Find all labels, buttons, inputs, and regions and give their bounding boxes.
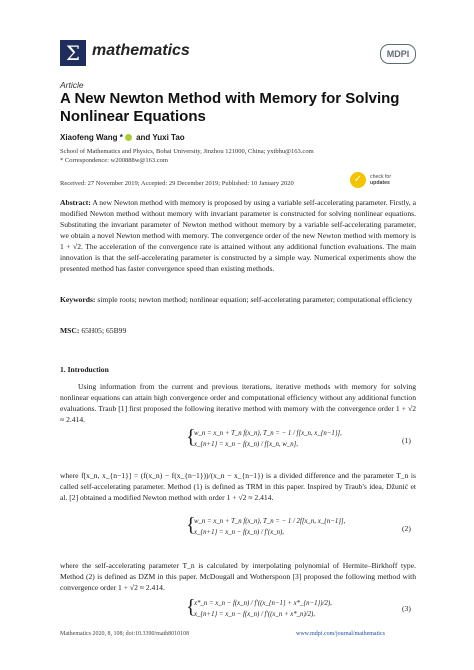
msc-text: 65H05; 65B99: [81, 326, 127, 335]
intro-paragraph-3: where the self-accelerating parameter T_n is calculated by interpolating polynomial of Hermite–Birkhoff type. Method (2) is defined as DZM in this paper. McDougall and Wotherspoon [3] proposed the following method with convergence order 1 + √2 ≈ 2.414.: [60, 561, 416, 592]
author-list: [60, 133, 185, 142]
equation-3: { x*_n = x_n − f(x_n) / f′((x_{n−1} + x*_{n−1})/2), x_{n+1} = x_n − f(x_n) / f′((x_n + x*_n)/2),: [194, 598, 394, 620]
equation-1-line-1: w_n = x_n + T_n f(x_n), T_n = − 1 / f[x_n, x_{n−1}],: [194, 430, 342, 437]
intro-paragraph-1: Using information from the current and previous iterations, iterative methods with memory for solving nonlinear equations can attain high convergence order and computational efficiency without any additional function evaluations. Traub [1] first proposed the following iterative method with memory with the convergence order 1 + √2 ≈ 2.414.: [60, 382, 416, 424]
footer-journal-link[interactable]: www.mdpi.com/journal/mathematics: [296, 631, 385, 637]
equation-3-number: (3): [402, 604, 411, 613]
keywords: [60, 294, 416, 305]
keywords-text: simple roots; newton method; nonlinear equation; self-accelerating parameter; computational efficiency: [97, 295, 413, 304]
equation-1: { w_n = x_n + T_n f(x_n), T_n = − 1 / f[x_n, x_{n−1}], x_{n+1} = x_n − f(x_n) / f[x_n, w_n],: [194, 428, 394, 450]
author-secondary: and Yuxi Tao: [136, 133, 185, 142]
publisher-logo: MDPI: [380, 44, 416, 64]
msc-label: MSC:: [60, 326, 80, 335]
article-type: Article: [60, 80, 84, 90]
abstract: [60, 197, 416, 274]
orcid-icon[interactable]: [125, 134, 132, 141]
equation-2-number: (2): [402, 524, 411, 533]
correspondence-line: * Correspondence: w200888w@163.com: [60, 157, 168, 164]
affiliation-line: School of Mathematics and Physics, Bohai University, Jinzhou 121000, China; yxtbhu@163.com: [60, 148, 314, 155]
check-label-line1: check for: [370, 174, 392, 180]
check-label-line2: updates: [370, 180, 390, 186]
equation-1-number: (1): [402, 436, 411, 445]
equation-3-line-2: x_{n+1} = x_n − f(x_n) / f′((x_n + x*_n)/2),: [194, 611, 315, 618]
journal-name: mathematics: [92, 42, 190, 59]
publication-dates: Received: 27 November 2019; Accepted: 29 December 2019; Published: 10 January 2020: [60, 180, 294, 187]
equation-2-line-2: x_{n+1} = x_n − f(x_n) / f′(x_n),: [194, 529, 284, 536]
intro-paragraph-2: where f[x_n, x_{n−1}] = (f(x_n) − f(x_{n−1}))/(x_n − x_{n−1}) is a divided difference and the parameter T_n is called self-accelerating parameter. Method (1) is defined as TRM in this paper. Inspired by Traub's idea, Džunić et al. [2] obtained a modified Newton method with order 1 + √2 ≈ 2.414.: [60, 471, 416, 502]
check-for-updates-icon[interactable]: ✓: [350, 172, 366, 188]
keywords-label: Keywords:: [60, 295, 96, 304]
equation-2: { w_n = x_n + T_n f(x_n), T_n = − 1 / 2f[x_n, x_{n−1}], x_{n+1} = x_n − f(x_n) / f′(x_n),: [194, 516, 394, 538]
check-for-updates-label[interactable]: [370, 174, 391, 186]
equation-1-line-2: x_{n+1} = x_n − f(x_n) / f[x_n, w_n],: [194, 441, 298, 448]
paper-title: A New Newton Method with Memory for Solving Nonlinear Equations: [60, 90, 400, 125]
section-title: 1. Introduction: [60, 365, 109, 374]
msc-codes: [60, 326, 416, 335]
footer-citation: Mathematics 2020, 8, 108; doi:10.3390/math8010108: [60, 631, 190, 637]
affiliations: [60, 147, 420, 165]
author-primary[interactable]: Xiaofeng Wang *: [60, 133, 123, 142]
abstract-label: Abstract:: [60, 198, 91, 207]
equation-3-line-1: x*_n = x_n − f(x_n) / f′((x_{n−1} + x*_{n−1})/2),: [194, 600, 332, 607]
journal-logo: Σ: [60, 40, 86, 66]
abstract-text: A new Newton method with memory is proposed by using a variable self-accelerating parameter. Firstly, a modified Newton method without memory with invariant parameter is constructed for solving nonlinear equations. Substituting the invariant parameter of Newton method without memory by a variable self-accelerating parameter, we obtain a novel Newton method with memory. The convergence order of the new Newton method with memory is 1 + √2. The acceleration of the convergence rate is attained without any additional function evaluations. The main innovation is that the self-accelerating parameter is constructed by a simple way. Numerical experiments show the presented method has faster convergence speed than existing methods.: [60, 198, 416, 273]
equation-2-line-1: w_n = x_n + T_n f(x_n), T_n = − 1 / 2f[x_n, x_{n−1}],: [194, 518, 346, 525]
